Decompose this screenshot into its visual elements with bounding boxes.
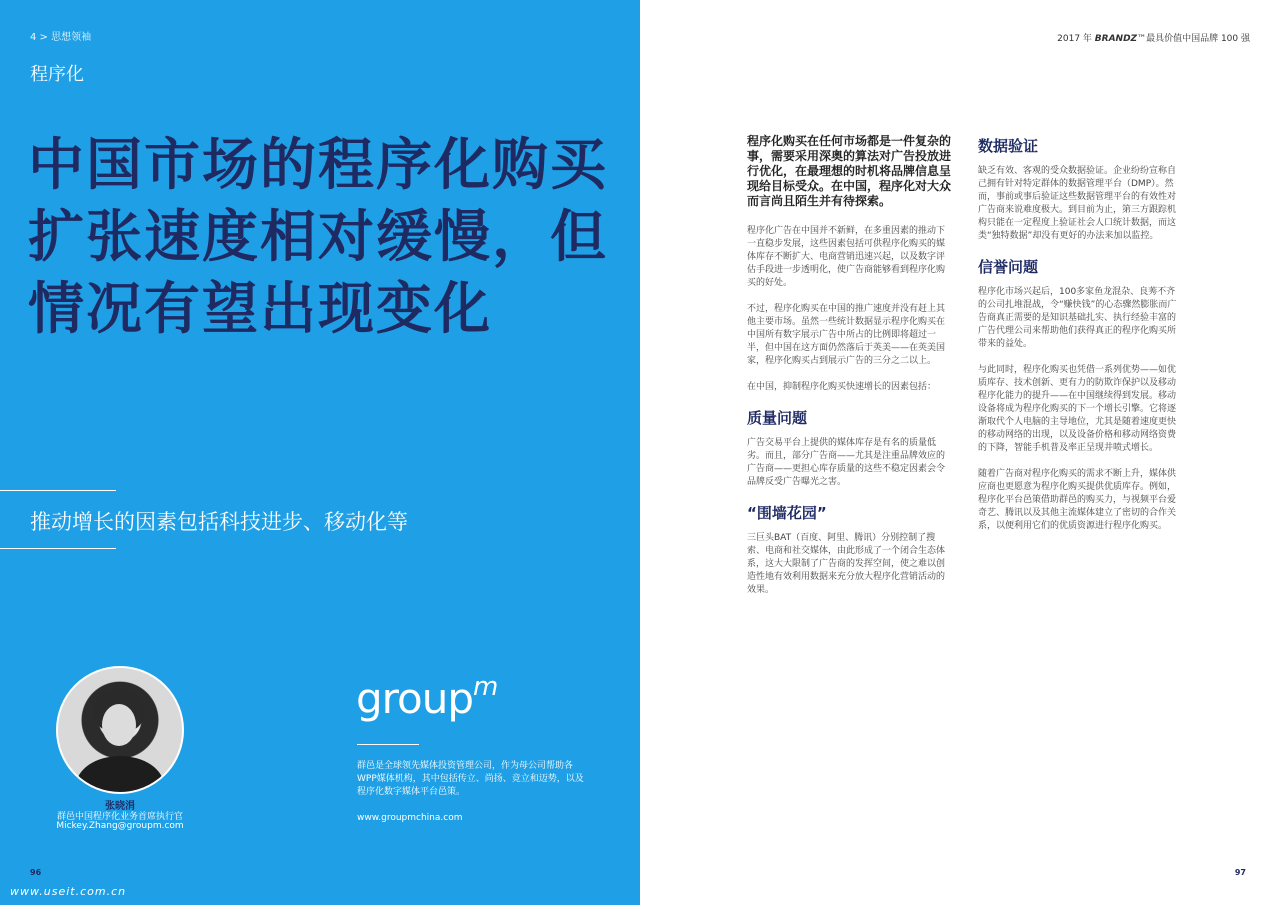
text-column-2 — [978, 132, 1182, 546]
website-link[interactable]: www.groupmchina.com — [357, 813, 463, 823]
paragraph: 广告交易平台上提供的媒体库存是有名的质量低劣。而且，部分广告商——尤其是注重品牌效应的广告商——更担心库存质量的这些不稳定因素会令品牌反受广告曝光之害。 — [747, 438, 946, 487]
section-title: 程序化 — [30, 64, 84, 85]
paragraph: 程序化广告在中国并不新鲜，在多重因素的推动下一直稳步发展，这些因素包括可供程序化购买的媒体库存不断扩大、电商营销迅速兴起，以及数字评估手段进一步透明化，使广告商能够看到程序化购买的好处。 — [747, 226, 946, 288]
divider-top — [0, 490, 116, 491]
breadcrumb: 4 > 思想领袖 — [30, 32, 92, 43]
page-header: 2017 年 BRANDZ™最具价值中国品牌 100 强 — [1057, 34, 1250, 44]
right-page — [640, 0, 1280, 905]
paragraph: 不过，程序化购买在中国的推广速度并没有赶上其他主要市场。虽然一些统计数据显示程序化购买在中国所有数字展示广告中所占的比例即将超过一半，但中国在这方面仍然落后于英美——在英美国家，程序化购买占到展示广告的三分之二以上。 — [747, 304, 946, 366]
page-subtitle: 推动增长的因素包括科技进步、移动化等 — [30, 510, 408, 534]
paragraph: 在中国，抑制程序化购买快速增长的因素包括： — [747, 382, 937, 392]
page-number-left: 96 — [30, 868, 42, 877]
heading-reputation: 信誉问题 — [978, 258, 1039, 276]
text-column-1 — [747, 132, 951, 610]
person-title: 群邑中国程序化业务首席执行官 — [56, 812, 183, 822]
heading-walled-garden: “围墙花园” — [747, 504, 827, 522]
avatar — [56, 666, 184, 794]
heading-quality: 质量问题 — [747, 409, 808, 427]
paragraph: 缺乏有效、客观的受众数据验证。企业纷纷宣称自己拥有针对特定群体的数据管理平台（DMP）。然而，事前或事后验证这些数据管理平台的有效性对广告商来说难度极大。到目前为止，第三方跟踪机构只能在一定程度上验证社会人口统计数据，而这类“独特数据”却没有更好的办法来加以监控。 — [978, 166, 1177, 241]
page-headline: 中国市场的程序化购买扩张速度相对缓慢，但情况有望出现变化 — [28, 133, 608, 342]
company-description: 群邑是全球领先媒体投资管理公司，作为母公司帮助各WPP媒体机构，其中包括传立、尚扬、竞立和迈势，以及程序化数字媒体平台邑策。 — [357, 761, 584, 797]
paragraph: 三巨头BAT（百度、阿里、腾讯）分别控制了搜索、电商和社交媒体，由此形成了一个闭合生态体系，这大大限制了广告商的发挥空间，使之难以创造性地有效利用数据来充分放大程序化营销活动的效果。 — [747, 533, 946, 595]
paragraph: 与此同时，程序化购买也凭借一系列优势——如优质库存、技术创新、更有力的防欺诈保护以及移动程序化能力的提升——在中国继续得到发展。移动设备将成为程序化购买的下一个增长引擎。它将逐渐取代个人电脑的主导地位，尤其是随着速度更快的移动网络的出现，以及设备价格和移动网络资费的下降，智能手机普及率正呈现井喷式增长。 — [978, 365, 1177, 453]
page-number-right: 97 — [1234, 868, 1246, 877]
heading-data-verification: 数据验证 — [978, 137, 1039, 155]
divider-bottom — [0, 548, 116, 549]
logo-divider — [357, 744, 419, 745]
paragraph: 随着广告商对程序化购买的需求不断上升，媒体供应商也更愿意为程序化购买提供优质库存。例如，程序化平台邑策借助群邑的购买力，与视频平台爱奇艺、腾讯以及其他主流媒体建立了密切的合作关系，以便利用它们的优质资源进行程序化购买。 — [978, 469, 1177, 531]
watermark: www.useit.com.cn — [10, 885, 127, 898]
groupm-logo: group$^m$ — [356, 672, 498, 723]
person-email: Mickey.Zhang@groupm.com — [56, 821, 184, 831]
lead-paragraph: 程序化购买在任何市场都是一件复杂的事，需要采用深奥的算法对广告投放进行优化，在最理想的时机将品牌信息呈现给目标受众。在中国，程序化对大众而言尚且陌生并有待探索。 — [747, 134, 952, 208]
paragraph: 程序化市场兴起后，100多家鱼龙混杂、良莠不齐的公司扎堆混战，令“赚快钱”的心态骤然膨胀而广告商真正需要的是知识基础扎实、执行经验丰富的广告代理公司来帮助他们获得真正的程序化购买所带来的益处。 — [978, 287, 1177, 349]
person-name: 张晓涓 — [105, 801, 135, 812]
